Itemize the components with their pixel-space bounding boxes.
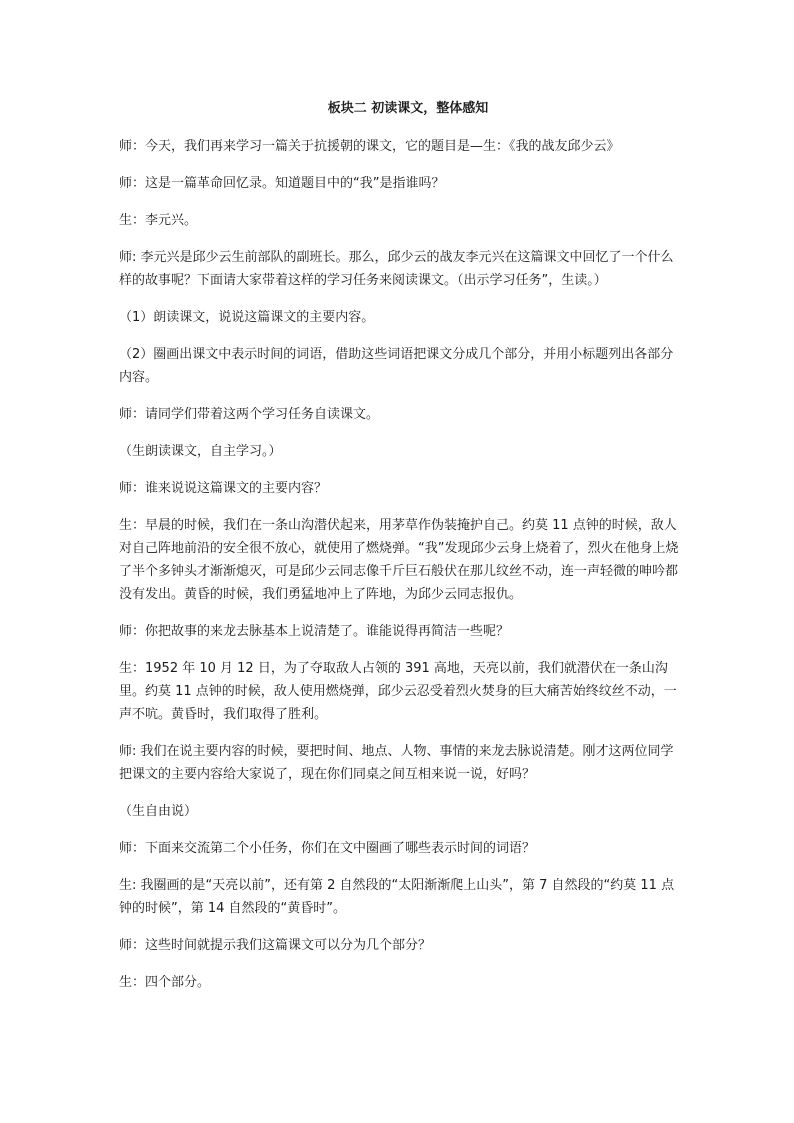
paragraph-6: （2）圈画出课文中表示时间的词语，借助这些词语把课文分成几个部分，并用小标题列出各部分内容。 <box>119 347 674 385</box>
paragraph-13: 师: 我们在说主要内容的时候，要把时间、地点、人物、事情的来龙去脉说清楚。刚才这两位同学把课文的主要内容给大家说了，现在你们同桌之间互相来说一说，好吗？ <box>119 744 674 782</box>
paragraph-15: 师：下面来交流第二个小任务，你们在文中圈画了哪些表示时间的词语？ <box>119 841 536 856</box>
paragraph-11: 师：你把故事的来龙去脉基本上说清楚了。谁能说得再简洁一些呢？ <box>119 624 510 639</box>
paragraph-18: 生：四个部分。 <box>119 975 211 990</box>
paragraph-8: （生朗读课文，自主学习。） <box>119 444 282 459</box>
paragraph-4: 师: 李元兴是邱少云生前部队的副班长。那么，邱少云的战友李元兴在这篇课文中回忆了一个什么样的故事呢？下面请大家带着这样的学习任务来阅读课文。（出示学习任务”，生读。） <box>119 250 674 288</box>
paragraph-7: 师：请同学们带着这两个学习任务自读课文。 <box>119 407 380 422</box>
paragraph-2: 师：这是一篇革命回忆录。知道题目中的“我”是指谁吗？ <box>119 176 445 191</box>
paragraph-12: 生：1952 年 10 月 12 日，为了夺取敌人占领的 391 高地，天亮以前，我们就潜伏在一条山沟里。约莫 11 点钟的时候，敌人使用燃烧弹，邱少云忍受着烈火焚身的巨大痛苦始终纹丝不动，一声不吭。黄昏时，我们取得了胜利。 <box>119 661 677 722</box>
paragraph-3: 生：李元兴。 <box>119 213 198 228</box>
paragraph-10: 生：早晨的时候，我们在一条山沟潜伏起来，用茅草作伪装掩护自己。约莫 11 点钟的时候，敌人对自己阵地前沿的安全很不放心，就使用了燃烧弹。“我”发现邱少云身上烧着了，烈火在他身上烧了半个多钟头才渐渐熄灭，可是邱少云同志像千斤巨石般伏在那儿纹丝不动，连一声轻微的呻吟都没有发出。黄昏的时候，我们勇猛地冲上了阵地，为邱少云同志报仇。 <box>119 518 679 602</box>
paragraph-5: （1）朗读课文，说说这篇课文的主要内容。 <box>119 310 375 325</box>
paragraph-17: 师：这些时间就提示我们这篇课文可以分为几个部分？ <box>119 938 432 953</box>
paragraph-9: 师：谁来说说这篇课文的主要内容？ <box>119 481 328 496</box>
document-body <box>119 100 679 1008</box>
section-title: 板块二 初读课文，整体感知 <box>327 101 489 116</box>
paragraph-14: （生自由说） <box>119 804 198 819</box>
paragraph-1: 师：今天，我们再来学习一篇关于抗援朝的课文，它的题目是—生：《我的战友邱少云》 <box>119 139 620 154</box>
paragraph-16: 生: 我圈画的是“天亮以前”，还有第 2 自然段的“太阳渐渐爬上山头”，第 7 自然段的“约莫 11 点钟的时候”，第 14 自然段的“黄昏时”。 <box>119 878 675 916</box>
